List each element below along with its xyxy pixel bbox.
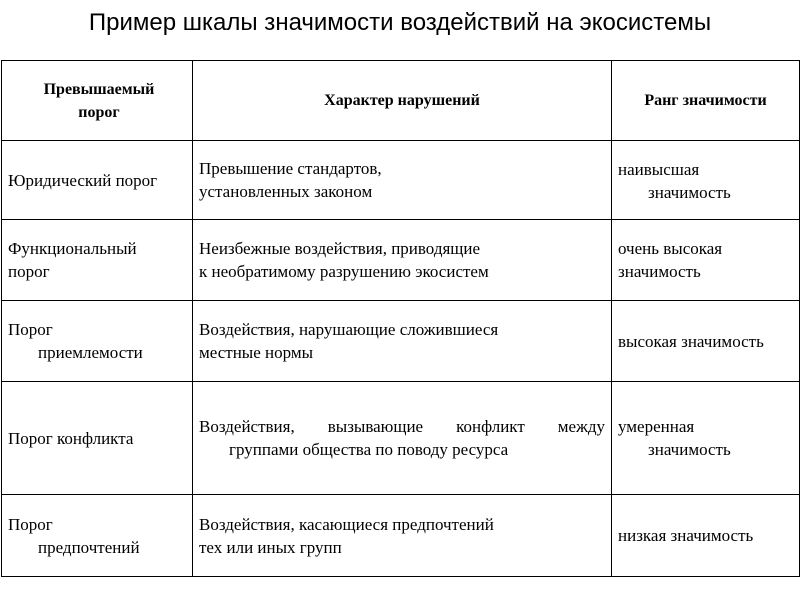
nature-text: Воздействия, вызывающие конфликт между — [199, 417, 605, 436]
header-rank: Ранг значимости — [612, 61, 800, 141]
nature-cell — [193, 220, 612, 301]
rank-cell — [612, 495, 800, 577]
threshold-cell — [2, 301, 193, 382]
header-threshold — [2, 61, 193, 141]
page-title: Пример шкалы значимости воздействий на экосистемы — [88, 9, 712, 36]
threshold-text: Юридический порог — [8, 170, 158, 190]
threshold-cell — [2, 382, 193, 495]
nature-cell — [193, 382, 612, 495]
rank-text: значимость — [618, 262, 701, 281]
nature-text: тех или иных групп — [199, 537, 342, 557]
header-nature: Характер нарушений — [193, 61, 612, 141]
threshold-text: Порог — [8, 514, 53, 534]
table-row — [2, 220, 800, 301]
rank-text: низкая значимость — [618, 526, 754, 545]
threshold-text: Порог — [8, 320, 53, 339]
rank-cell — [612, 301, 800, 382]
table-row — [2, 141, 800, 220]
nature-text: установленных законом — [199, 182, 373, 201]
rank-text: высокая значимость — [618, 331, 764, 351]
header-threshold-line1: Превышаемый — [43, 80, 155, 98]
threshold-text: приемлемости — [38, 343, 143, 362]
nature-text: группами общества по поводу ресурса — [229, 440, 509, 459]
nature-cell — [193, 301, 612, 382]
rank-cell — [612, 382, 800, 495]
table-row — [2, 301, 800, 382]
table-row — [2, 495, 800, 577]
threshold-cell — [2, 495, 193, 577]
nature-text: к необратимому разрушению экосистем — [199, 262, 489, 281]
threshold-cell — [2, 141, 193, 220]
significance-scale-table — [1, 60, 800, 577]
rank-cell — [612, 220, 800, 301]
threshold-text: Функциональный — [8, 239, 137, 258]
threshold-text: порог — [8, 262, 50, 281]
rank-text: значимость — [648, 440, 731, 459]
rank-text: умеренная — [618, 417, 695, 436]
nature-text: Неизбежные воздействия, приводящие — [199, 239, 481, 258]
table-header-row — [2, 61, 800, 141]
rank-text: значимость — [648, 183, 731, 202]
table-row — [2, 382, 800, 495]
nature-text: Превышение стандартов, — [199, 159, 382, 178]
nature-text: Воздействия, нарушающие сложившиеся — [199, 320, 499, 339]
threshold-cell — [2, 220, 193, 301]
rank-text: очень высокая — [618, 239, 723, 258]
threshold-text: Порог конфликта — [8, 428, 134, 448]
nature-text: Воздействия, касающиеся предпочтений — [199, 514, 494, 534]
header-threshold-line2: порог — [78, 103, 120, 121]
nature-cell — [193, 495, 612, 577]
threshold-text: предпочтений — [38, 537, 140, 557]
nature-text: местные нормы — [199, 343, 314, 362]
nature-cell — [193, 141, 612, 220]
rank-cell — [612, 141, 800, 220]
rank-text: наивысшая — [618, 160, 700, 179]
